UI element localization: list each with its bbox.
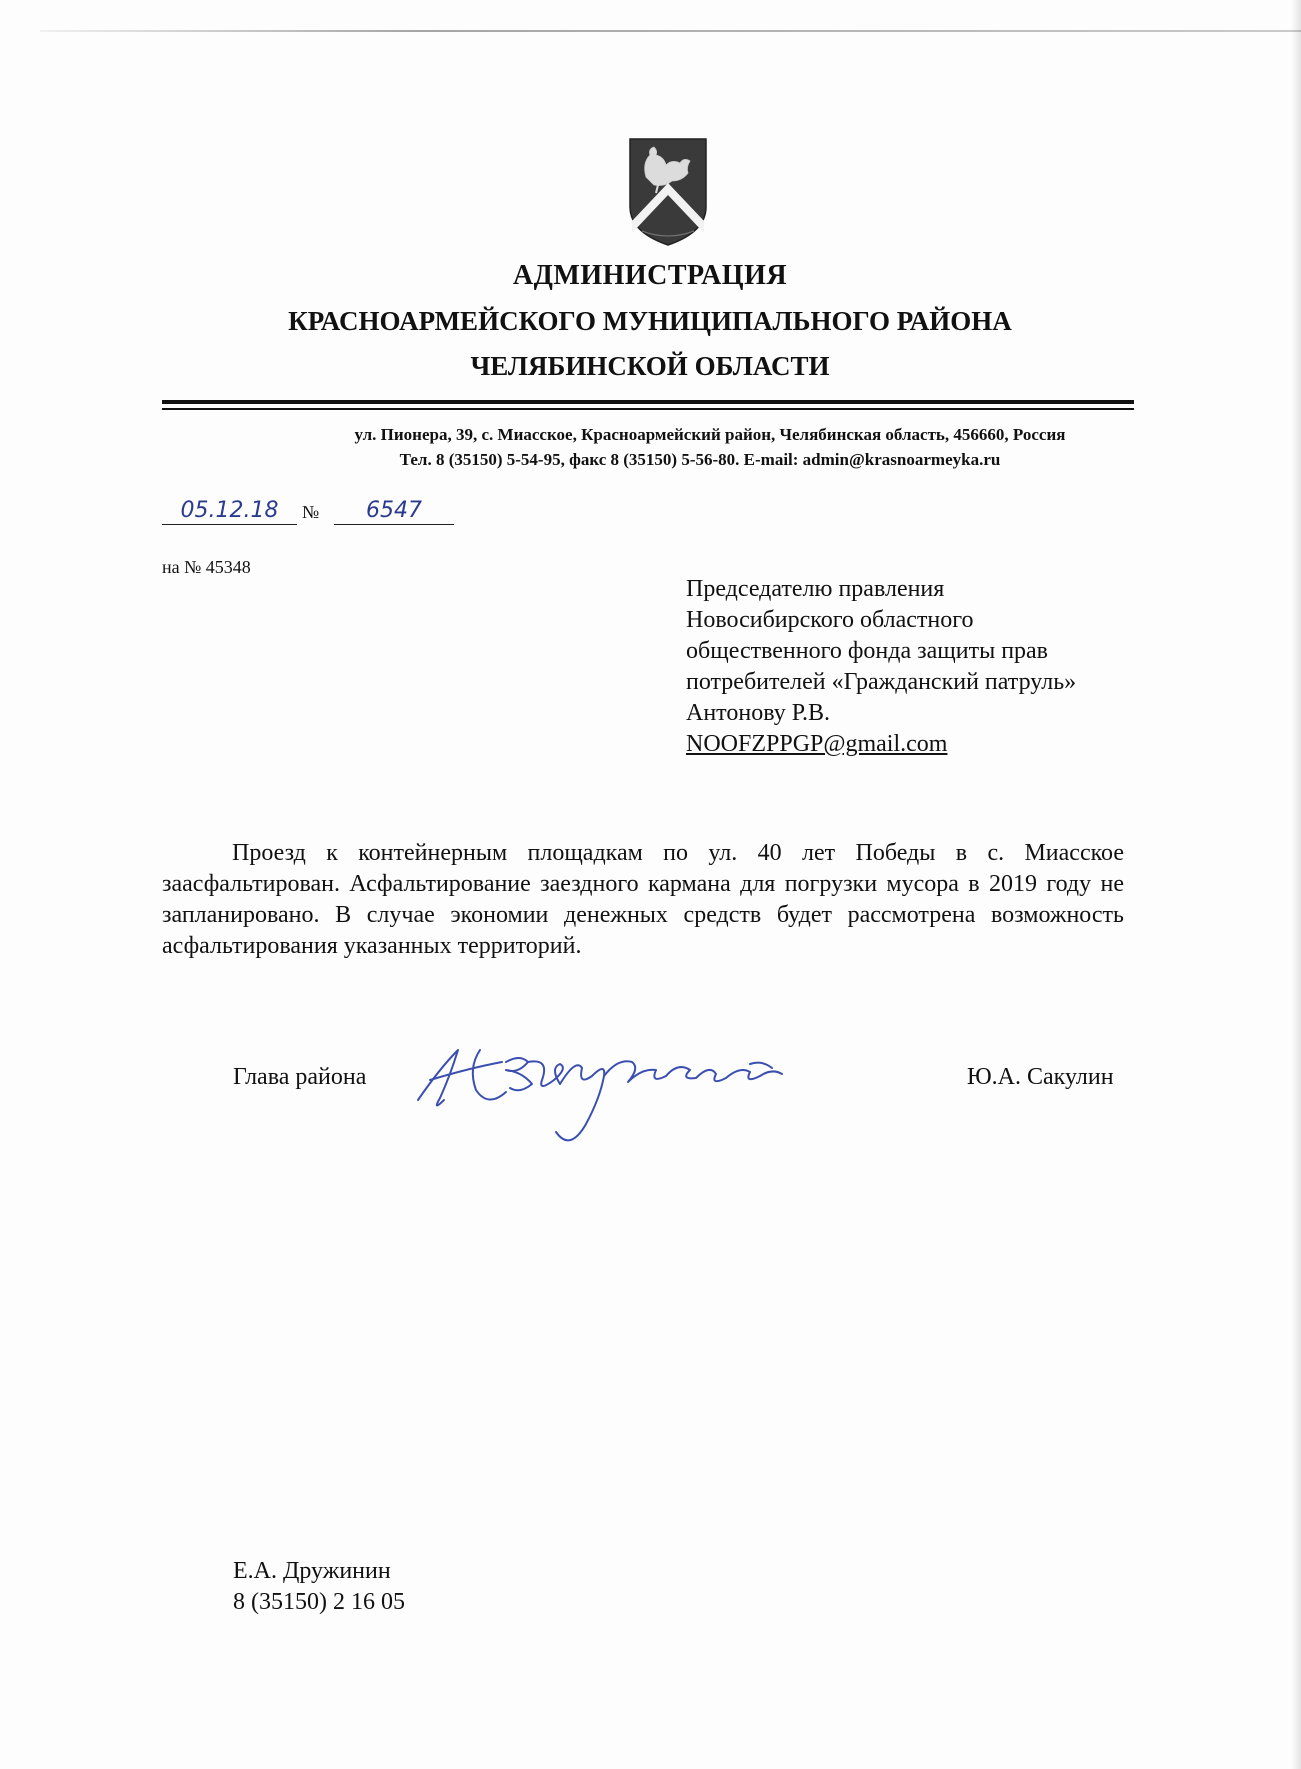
- addressee-line: Председателю правления: [686, 576, 945, 602]
- addressee-block: [686, 574, 1166, 760]
- registration-line: [162, 498, 462, 528]
- registration-number-label: №: [302, 502, 320, 522]
- addressee-line: потребителей «Гражданский патруль»: [686, 669, 1077, 695]
- header-divider-thick: [162, 400, 1134, 404]
- addressee-line: Антонову Р.В.: [686, 700, 831, 726]
- addressee-line: Новосибирского областного: [686, 607, 974, 633]
- header-line-2: КРАСНОАРМЕЙСКОГО МУНИЦИПАЛЬНОГО РАЙОНА: [288, 306, 1012, 336]
- address-line-1: ул. Пионера, 39, с. Миасское, Красноармейский район, Челябинская область, 456660, Россия: [354, 425, 1066, 444]
- registration-number: 6547: [334, 498, 454, 525]
- coat-of-arms-icon: [628, 137, 708, 247]
- header-line-3: ЧЕЛЯБИНСКОЙ ОБЛАСТИ: [470, 351, 830, 381]
- letter-body: Проезд к контейнерным площадкам по ул. 40 лет Победы в с. Миасское заасфальтирован. Асфальтирование заездного кармана для погрузки мусора в 2019 году не запланировано. В случае экономии денежных средств будет рассмотрена возможность асфальтирования указанных территорий.: [162, 840, 1124, 959]
- addressee-email-link[interactable]: NOOFZPPGP@gmail.com: [686, 731, 948, 757]
- scan-edge-top: [40, 30, 1301, 32]
- in-reply-to: на № 45348: [162, 557, 251, 577]
- organization-header: [150, 258, 1150, 382]
- executor-phone: 8 (35150) 2 16 05: [233, 1589, 405, 1615]
- addressee-line: общественного фонда защиты прав: [686, 638, 1049, 664]
- scan-edge-right: [1291, 0, 1301, 1769]
- signatory-title: Глава района: [233, 1064, 367, 1090]
- executor-name: Е.А. Дружинин: [233, 1558, 391, 1584]
- executor-block: [233, 1556, 405, 1618]
- handwritten-signature: [410, 1028, 840, 1158]
- signatory-name: Ю.А. Сакулин: [967, 1064, 1114, 1090]
- organization-address: [150, 422, 1150, 472]
- header-divider-thin: [162, 408, 1134, 410]
- header-line-1: АДМИНИСТРАЦИЯ: [512, 260, 788, 291]
- address-line-2: Тел. 8 (35150) 5-54-95, факс 8 (35150) 5-56-80. E-mail: admin@krasnoarmeyka.ru: [399, 450, 1001, 469]
- registration-date: 05.12.18: [162, 498, 297, 525]
